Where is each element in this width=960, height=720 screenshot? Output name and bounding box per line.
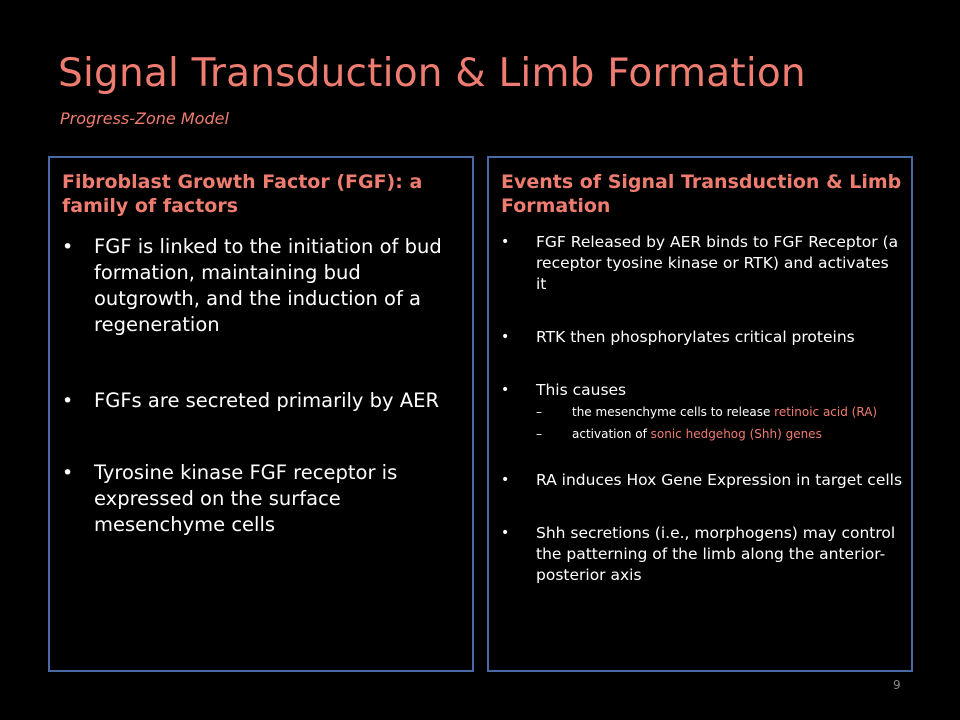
bullet-text: Tyrosine kinase FGF receptor is expressed on the surface mesenchyme cells: [94, 461, 398, 536]
bullet-icon: •: [501, 234, 510, 250]
fgf-content-box: [48, 156, 474, 672]
bullet-text: Shh secretions (i.e., morphogens) may control the patterning of the limb along the anterior-posterior axis: [536, 524, 896, 584]
sub-bullet-text: the mesenchyme cells to release: [572, 405, 775, 419]
sub-bullet-list: [536, 404, 903, 442]
bullet-icon: •: [62, 236, 74, 258]
page-number: 9: [893, 678, 901, 692]
list-item: [62, 388, 464, 414]
events-content-box: [487, 156, 913, 672]
list-item: [62, 234, 464, 338]
slide-subtitle: Progress-Zone Model: [60, 109, 229, 128]
list-item: [501, 380, 903, 442]
bullet-text: FGF is linked to the initiation of bud formation, maintaining bud outgrowth, and the induction of a regeneration: [94, 235, 442, 336]
dash-icon: –: [536, 405, 542, 419]
bullet-text: FGF Released by AER binds to FGF Receptor (a receptor tyosine kinase or RTK) and activates it: [536, 233, 899, 293]
sub-bullet-highlight: retinoic acid (RA): [774, 405, 878, 419]
bullet-icon: •: [501, 472, 510, 488]
sub-bullet-text: activation of: [572, 427, 651, 441]
list-item: [501, 523, 903, 586]
list-item: [62, 460, 464, 538]
fgf-bullet-list: [62, 234, 464, 588]
events-bullet-list: [501, 232, 903, 618]
list-item: [501, 470, 903, 491]
fgf-box-heading: Fibroblast Growth Factor (FGF): a family of factors: [62, 171, 423, 217]
bullet-icon: •: [501, 525, 510, 541]
dash-icon: –: [536, 427, 542, 441]
bullet-text: This causes: [536, 381, 627, 399]
sub-list-item: [536, 404, 903, 420]
sub-bullet-highlight: sonic hedgehog (Shh) genes: [650, 427, 822, 441]
bullet-text: RA induces Hox Gene Expression in target cells: [536, 471, 903, 489]
bullet-icon: •: [501, 382, 510, 398]
bullet-icon: •: [62, 390, 74, 412]
bullet-text: FGFs are secreted primarily by AER: [94, 389, 439, 412]
sub-list-item: [536, 426, 903, 442]
bullet-icon: •: [501, 329, 510, 345]
bullet-icon: •: [62, 462, 74, 484]
list-item: [501, 232, 903, 295]
list-item: [501, 327, 903, 348]
events-box-heading: Events of Signal Transduction & Limb Formation: [501, 171, 902, 217]
slide-title: Signal Transduction & Limb Formation: [58, 51, 806, 96]
bullet-text: RTK then phosphorylates critical proteins: [536, 328, 855, 346]
